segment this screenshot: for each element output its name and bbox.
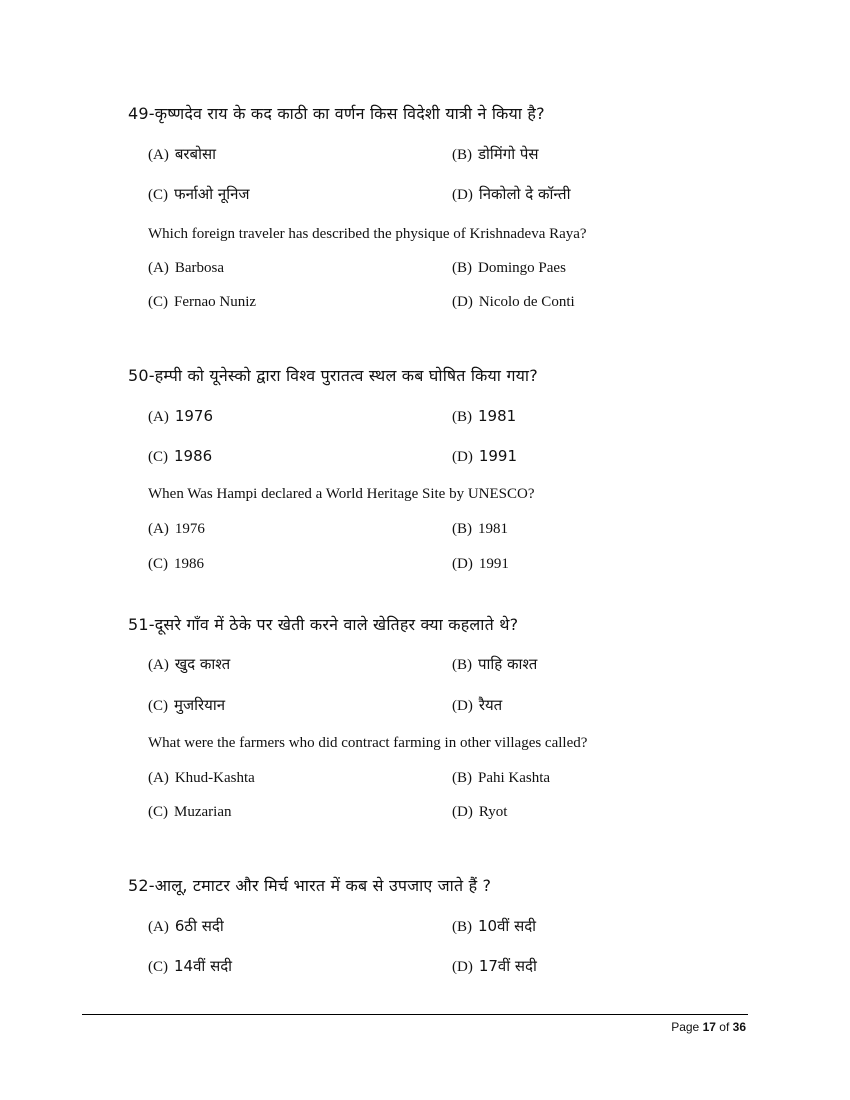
option-d-hindi: (D) 17वीं सदी bbox=[452, 957, 537, 975]
option-d-hindi: (D) रैयत bbox=[452, 696, 503, 714]
option-b-english: (B) Pahi Kashta bbox=[452, 770, 551, 786]
question-50-english: When Was Hampi declared a World Heritage Site by UNESCO? bbox=[148, 486, 535, 502]
option-a-hindi: (A) 1976 bbox=[148, 407, 214, 425]
option-b-english: (B) Domingo Paes bbox=[452, 260, 566, 276]
page-word: Page bbox=[671, 1020, 700, 1034]
page-footer bbox=[671, 1020, 746, 1034]
option-c-english: (C) Fernao Nuniz bbox=[148, 294, 257, 310]
option-b-hindi: (B) 1981 bbox=[452, 407, 517, 425]
option-b-hindi: (B) डोमिंगो पेस bbox=[452, 145, 539, 163]
option-b-hindi: (B) पाहि काश्त bbox=[452, 655, 538, 673]
question-49-english: Which foreign traveler has described the physique of Krishnadeva Raya? bbox=[148, 226, 587, 242]
option-b-hindi: (B) 10वीं सदी bbox=[452, 917, 537, 935]
option-d-english: (D) Nicolo de Conti bbox=[452, 294, 575, 310]
option-d-english: (D) 1991 bbox=[452, 556, 509, 572]
option-a-english: (A) Barbosa bbox=[148, 260, 224, 276]
option-c-hindi: (C) मुजरियान bbox=[148, 696, 226, 714]
question-50-hindi: 50-हम्पी को यूनेस्को द्वारा विश्व पुरातत्व स्थल कब घोषित किया गया? bbox=[128, 366, 538, 385]
option-d-hindi: (D) निकोलो दे कॉन्ती bbox=[452, 185, 571, 203]
option-a-english: (A) Khud-Kashta bbox=[148, 770, 255, 786]
option-a-hindi: (A) खुद काश्त bbox=[148, 655, 231, 673]
page-number: 17 bbox=[702, 1020, 716, 1034]
option-a-hindi: (A) बरबोसा bbox=[148, 145, 217, 163]
option-a-english: (A) 1976 bbox=[148, 521, 205, 537]
total-pages: 36 bbox=[732, 1020, 746, 1034]
option-c-hindi: (C) 14वीं सदी bbox=[148, 957, 233, 975]
option-d-hindi: (D) 1991 bbox=[452, 447, 518, 465]
option-c-hindi: (C) फर्नाओ नूनिज bbox=[148, 185, 250, 203]
option-a-hindi: (A) 6ठी सदी bbox=[148, 917, 224, 935]
question-49-hindi: 49-कृष्णदेव राय के कद काठी का वर्णन किस विदेशी यात्री ने किया है? bbox=[128, 104, 545, 123]
option-c-english: (C) Muzarian bbox=[148, 804, 232, 820]
footer-divider bbox=[82, 1014, 748, 1015]
of-word: of bbox=[719, 1020, 730, 1034]
option-b-english: (B) 1981 bbox=[452, 521, 508, 537]
option-c-english: (C) 1986 bbox=[148, 556, 204, 572]
option-d-english: (D) Ryot bbox=[452, 804, 508, 820]
question-51-hindi: 51-दूसरे गाँव में ठेके पर खेती करने वाले खेतिहर क्या कहलाते थे? bbox=[128, 615, 519, 634]
question-51-english: What were the farmers who did contract farming in other villages called? bbox=[148, 735, 588, 751]
option-c-hindi: (C) 1986 bbox=[148, 447, 213, 465]
question-52-hindi: 52-आलू, टमाटर और मिर्च भारत में कब से उपजाए जाते हैं ? bbox=[128, 876, 492, 895]
